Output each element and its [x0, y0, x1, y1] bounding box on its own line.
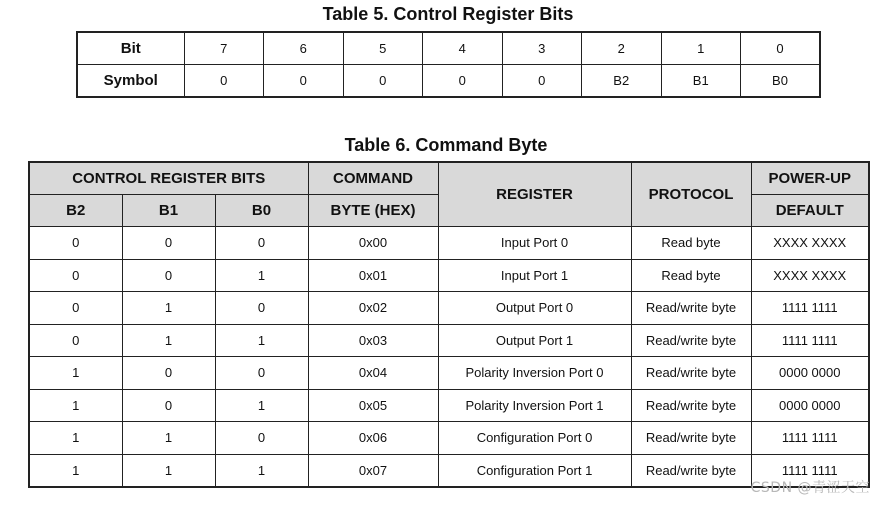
default-cell: 1111 1111 [751, 422, 869, 455]
b2-cell: 1 [29, 422, 122, 455]
b1-cell: 1 [122, 324, 215, 357]
b0-cell: 0 [215, 357, 308, 390]
table6-header-row [29, 162, 869, 195]
power-up-default-header-line1: POWER-UP [751, 162, 869, 195]
table5-cell: 0 [502, 65, 582, 98]
command-byte-header-line2: BYTE (HEX) [308, 195, 438, 227]
b1-cell: 0 [122, 357, 215, 390]
command-cell: 0x03 [308, 324, 438, 357]
default-cell: 0000 0000 [751, 389, 869, 422]
protocol-cell: Read/write byte [631, 324, 751, 357]
command-cell: 0x00 [308, 227, 438, 260]
table5-cell: 0 [423, 65, 503, 98]
power-up-default-header-line2: DEFAULT [751, 195, 869, 227]
default-cell: XXXX XXXX [751, 259, 869, 292]
command-cell: 0x04 [308, 357, 438, 390]
protocol-cell: Read/write byte [631, 454, 751, 487]
b0-cell: 0 [215, 227, 308, 260]
default-cell: 1111 1111 [751, 454, 869, 487]
register-cell: Input Port 1 [438, 259, 631, 292]
default-cell: 0000 0000 [751, 357, 869, 390]
b0-cell: 0 [215, 292, 308, 325]
protocol-cell: Read/write byte [631, 357, 751, 390]
b0-cell: 1 [215, 324, 308, 357]
b0-cell: 1 [215, 389, 308, 422]
protocol-cell: Read/write byte [631, 292, 751, 325]
b2-cell: 0 [29, 259, 122, 292]
register-cell: Polarity Inversion Port 1 [438, 389, 631, 422]
register-cell: Polarity Inversion Port 0 [438, 357, 631, 390]
b1-header: B1 [122, 195, 215, 227]
default-cell: 1111 1111 [751, 324, 869, 357]
table-row [29, 227, 869, 260]
table-row [29, 324, 869, 357]
b2-cell: 1 [29, 389, 122, 422]
table-row [29, 357, 869, 390]
default-cell: XXXX XXXX [751, 227, 869, 260]
b2-cell: 0 [29, 227, 122, 260]
b2-cell: 1 [29, 357, 122, 390]
table5-cell: 7 [184, 32, 264, 65]
b0-cell: 1 [215, 259, 308, 292]
register-cell: Configuration Port 0 [438, 422, 631, 455]
table5-row-label: Bit [77, 32, 184, 65]
table5-title: Table 5. Control Register Bits [322, 4, 574, 24]
b1-cell: 1 [122, 292, 215, 325]
command-cell: 0x01 [308, 259, 438, 292]
b1-cell: 0 [122, 259, 215, 292]
control-register-bits-header: CONTROL REGISTER BITS [29, 162, 308, 195]
b0-cell: 1 [215, 454, 308, 487]
command-cell: 0x06 [308, 422, 438, 455]
b2-cell: 1 [29, 454, 122, 487]
table-row [29, 259, 869, 292]
table5-cell: 0 [184, 65, 264, 98]
table5-cell: 4 [423, 32, 503, 65]
table5-cell: 3 [502, 32, 582, 65]
b2-header: B2 [29, 195, 122, 227]
b1-cell: 0 [122, 227, 215, 260]
table5-cell: 0 [343, 65, 423, 98]
register-header: REGISTER [438, 162, 631, 227]
command-cell: 0x05 [308, 389, 438, 422]
default-cell: 1111 1111 [751, 292, 869, 325]
b0-cell: 0 [215, 422, 308, 455]
command-cell: 0x02 [308, 292, 438, 325]
register-cell: Output Port 0 [438, 292, 631, 325]
protocol-cell: Read/write byte [631, 422, 751, 455]
command-byte-header-line1: COMMAND [308, 162, 438, 195]
b1-cell: 1 [122, 454, 215, 487]
table-row [29, 292, 869, 325]
table5-row-symbol [77, 65, 820, 98]
table6-title: Table 6. Command Byte [344, 135, 548, 155]
table5-cell: 1 [661, 32, 741, 65]
b2-cell: 0 [29, 324, 122, 357]
table5-cell: B1 [661, 65, 741, 98]
command-byte-table [28, 161, 870, 488]
table5-row-bit [77, 32, 820, 65]
protocol-cell: Read byte [631, 259, 751, 292]
table5-cell: 2 [582, 32, 662, 65]
b1-cell: 0 [122, 389, 215, 422]
watermark: CSDN @青涩天空 [750, 480, 870, 496]
command-cell: 0x07 [308, 454, 438, 487]
table-row [29, 454, 869, 487]
b2-cell: 0 [29, 292, 122, 325]
table5-cell: 0 [741, 32, 821, 65]
table5-cell: B0 [741, 65, 821, 98]
b1-cell: 1 [122, 422, 215, 455]
b0-header: B0 [215, 195, 308, 227]
table5-cell: 6 [264, 32, 344, 65]
table5-cell: 0 [264, 65, 344, 98]
table5-cell: B2 [582, 65, 662, 98]
table-row [29, 389, 869, 422]
table5-row-label: Symbol [77, 65, 184, 98]
protocol-cell: Read byte [631, 227, 751, 260]
register-cell: Configuration Port 1 [438, 454, 631, 487]
table-row [29, 422, 869, 455]
protocol-header: PROTOCOL [631, 162, 751, 227]
control-register-bits-table [76, 31, 821, 98]
protocol-cell: Read/write byte [631, 389, 751, 422]
register-cell: Output Port 1 [438, 324, 631, 357]
table5-cell: 5 [343, 32, 423, 65]
register-cell: Input Port 0 [438, 227, 631, 260]
